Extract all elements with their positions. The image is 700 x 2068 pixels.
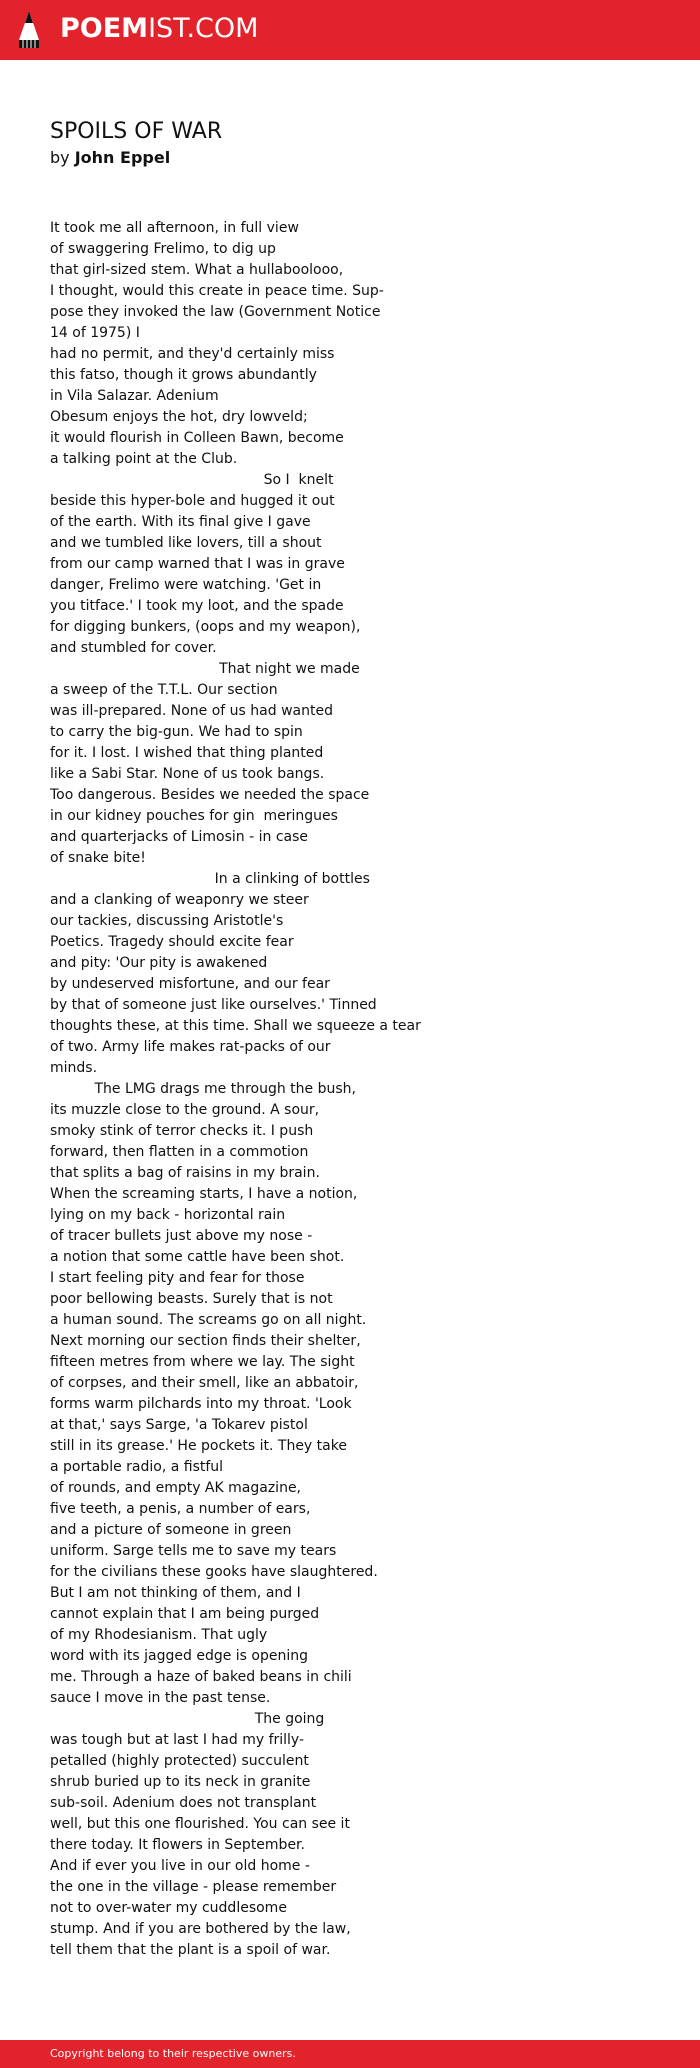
poem-body	[50, 218, 650, 1961]
poem-line: in Vila Salazar. Adenium	[50, 388, 219, 404]
poem-line: in our kidney pouches for gin meringues	[50, 808, 338, 824]
poem-line: sauce I move in the past tense.	[50, 1690, 271, 1706]
poem-line: poor bellowing beasts. Surely that is not	[50, 1291, 333, 1307]
logo-light-part: IST.COM	[148, 13, 259, 44]
poem-line: by that of someone just like ourselves.' Tinned	[50, 997, 377, 1013]
poem-line: its muzzle close to the ground. A sour,	[50, 1102, 320, 1118]
poem-line: and pity: 'Our pity is awakened	[50, 955, 268, 971]
poem-line: and a clanking of weaponry we steer	[50, 892, 309, 908]
poem-line: The LMG drags me through the bush,	[50, 1081, 356, 1097]
poem-line: and quarterjacks of Limosin - in case	[50, 829, 309, 845]
poem-line: But I am not thinking of them, and I	[50, 1585, 301, 1601]
poem-line: Obesum enjoys the hot, dry lowveld;	[50, 409, 308, 425]
poem-line: was ill-prepared. None of us had wanted	[50, 703, 333, 719]
poem-line: smoky stink of terror checks it. I push	[50, 1123, 314, 1139]
poem-line: thoughts these, at this time. Shall we squeeze a tear	[50, 1018, 421, 1034]
poem-line: beside this hyper-bole and hugged it out	[50, 493, 335, 509]
poem-line: uniform. Sarge tells me to save my tears	[50, 1543, 337, 1559]
poem-line: of snake bite!	[50, 850, 146, 866]
poem-line: word with its jagged edge is opening	[50, 1648, 309, 1664]
poem-line: that splits a bag of raisins in my brain.	[50, 1165, 320, 1181]
poem-line: by undeserved misfortune, and our fear	[50, 976, 330, 992]
poem-line: danger, Frelimo were watching. 'Get in	[50, 577, 322, 593]
site-logo[interactable]	[60, 11, 258, 47]
poem-line: Poetics. Tragedy should excite fear	[50, 934, 294, 950]
poem-line: of swaggering Frelimo, to dig up	[50, 241, 276, 257]
poem-line: for the civilians these gooks have slaughtered.	[50, 1564, 378, 1580]
poem-line: of tracer bullets just above my nose -	[50, 1228, 313, 1244]
poem-line: that girl-sized stem. What a hullaboolooo,	[50, 262, 344, 278]
poem-line: like a Sabi Star. None of us took bangs.	[50, 766, 325, 782]
poem-line: I start feeling pity and fear for those	[50, 1270, 305, 1286]
poem-line: five teeth, a penis, a number of ears,	[50, 1501, 311, 1517]
poem-line: a notion that some cattle have been shot.	[50, 1249, 345, 1265]
poem-line: still in its grease.' He pockets it. They take	[50, 1438, 347, 1454]
poem-line: our tackies, discussing Aristotle's	[50, 913, 284, 929]
poem-line: I thought, would this create in peace time. Sup-	[50, 283, 384, 299]
poem-line: In a clinking of bottles	[50, 871, 370, 887]
poem-byline	[50, 147, 170, 169]
poem-line: for digging bunkers, (oops and my weapon),	[50, 619, 361, 635]
poem-line: a portable radio, a fistful	[50, 1459, 224, 1475]
poem-line: not to over-water my cuddlesome	[50, 1900, 287, 1916]
poem-line: pose they invoked the law (Government Notice	[50, 304, 381, 320]
site-header	[0, 0, 700, 60]
poem-line: from our camp warned that I was in grave	[50, 556, 345, 572]
poem-line: When the screaming starts, I have a notion,	[50, 1186, 358, 1202]
poem-line: shrub buried up to its neck in granite	[50, 1774, 311, 1790]
poem-line: a sweep of the T.T.L. Our section	[50, 682, 278, 698]
copyright-text: Copyright belong to their respective owners.	[50, 2047, 296, 2060]
poem-line: forward, then flatten in a commotion	[50, 1144, 309, 1160]
poem-line: That night we made	[50, 661, 360, 677]
poem-line: a human sound. The screams go on all night.	[50, 1312, 367, 1328]
by-prefix: by	[50, 148, 70, 167]
poem-line: there today. It flowers in September.	[50, 1837, 305, 1853]
poem-line: was tough but at last I had my frilly-	[50, 1732, 305, 1748]
poem-line: a talking point at the Club.	[50, 451, 238, 467]
poem-line: petalled (highly protected) succulent	[50, 1753, 309, 1769]
poem-line: sub-soil. Adenium does not transplant	[50, 1795, 317, 1811]
poem-author: John Eppel	[74, 148, 171, 167]
poem-line: it would flourish in Colleen Bawn, become	[50, 430, 344, 446]
poem-line: this fatso, though it grows abundantly	[50, 367, 317, 383]
logo-bold-part: POEM	[60, 13, 149, 44]
poem-line: of corpses, and their smell, like an abbatoir,	[50, 1375, 359, 1391]
poem-line: to carry the big-gun. We had to spin	[50, 724, 303, 740]
poem-line: tell them that the plant is a spoil of war.	[50, 1942, 331, 1958]
poem-line: the one in the village - please remember	[50, 1879, 337, 1895]
poem-line: The going	[50, 1711, 325, 1727]
poem-line: forms warm pilchards into my throat. 'Look	[50, 1396, 352, 1412]
poem-line: you titface.' I took my loot, and the spade	[50, 598, 344, 614]
poem-line: It took me all afternoon, in full view	[50, 220, 299, 236]
poem-line: had no permit, and they'd certainly miss	[50, 346, 335, 362]
poem-line: And if ever you live in our old home -	[50, 1858, 310, 1874]
poem-line: and we tumbled like lovers, till a shout	[50, 535, 322, 551]
site-footer	[0, 2040, 700, 2068]
poem-line: at that,' says Sarge, 'a Tokarev pistol	[50, 1417, 308, 1433]
poem-line: So I knelt	[50, 472, 334, 488]
poem-line: of two. Army life makes rat-packs of our	[50, 1039, 331, 1055]
poem-line: lying on my back - horizontal rain	[50, 1207, 286, 1223]
poem-line: Too dangerous. Besides we needed the space	[50, 787, 370, 803]
poem-line: for it. I lost. I wished that thing planted	[50, 745, 324, 761]
poem-line: and a picture of someone in green	[50, 1522, 292, 1538]
poem-line: of the earth. With its final give I gave	[50, 514, 311, 530]
poem-line: me. Through a haze of baked beans in chili	[50, 1669, 352, 1685]
pencil-icon[interactable]	[18, 10, 40, 50]
poem-title: SPOILS OF WAR	[50, 119, 223, 144]
poem-line: and stumbled for cover.	[50, 640, 217, 656]
poem-line: of rounds, and empty AK magazine,	[50, 1480, 302, 1496]
poem-line: fifteen metres from where we lay. The sight	[50, 1354, 355, 1370]
poem-line: 14 of 1975) I	[50, 325, 140, 341]
poem-line: minds.	[50, 1060, 98, 1076]
poem-line: well, but this one flourished. You can see it	[50, 1816, 350, 1832]
poem-line: Next morning our section finds their shelter,	[50, 1333, 361, 1349]
poem-line: stump. And if you are bothered by the law,	[50, 1921, 351, 1937]
poem-line: cannot explain that I am being purged	[50, 1606, 320, 1622]
poem-line: of my Rhodesianism. That ugly	[50, 1627, 268, 1643]
